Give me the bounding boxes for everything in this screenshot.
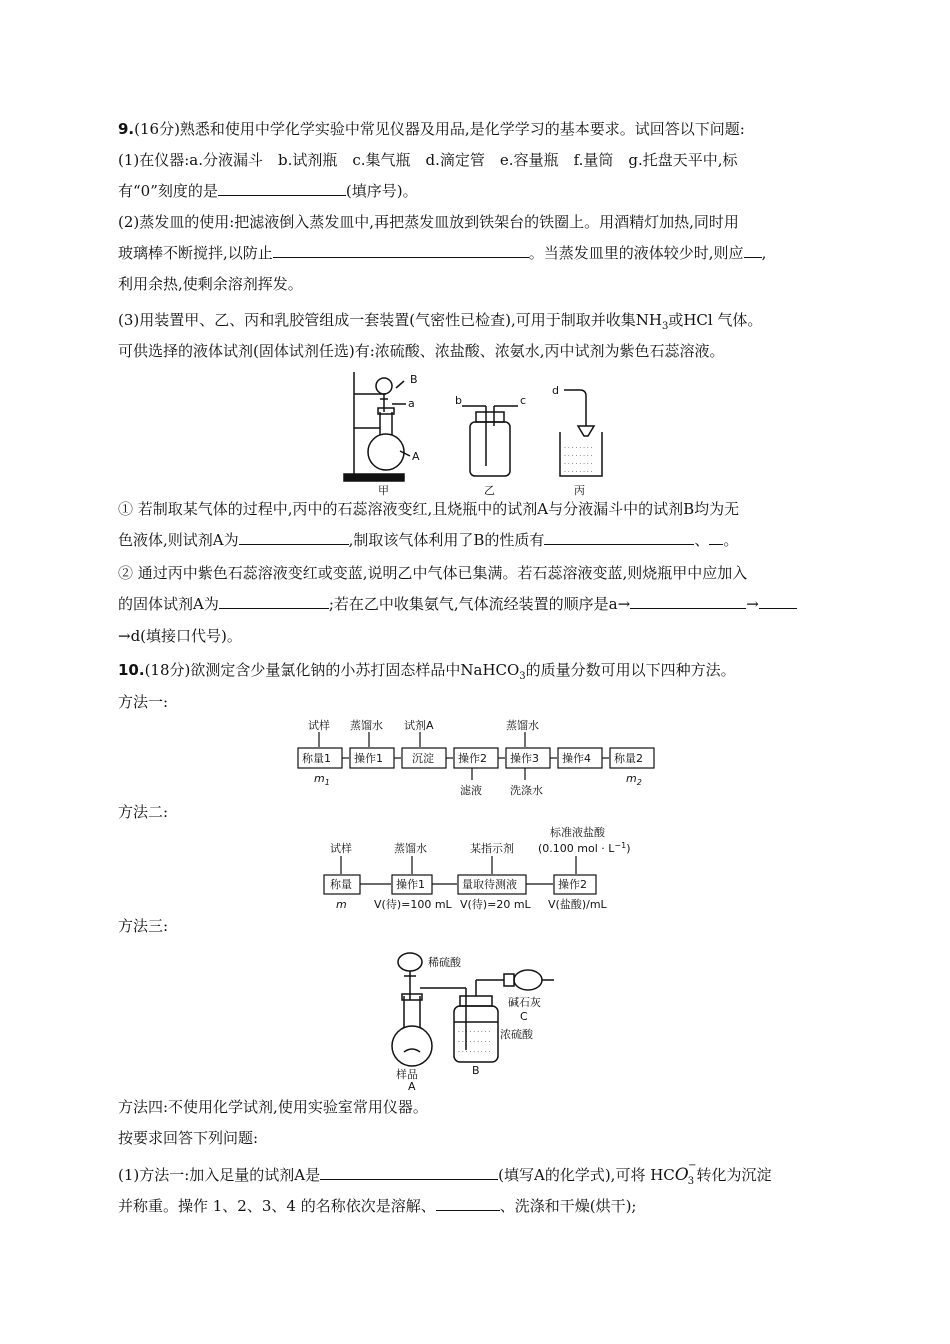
m2-box-2: 操作1	[396, 878, 425, 891]
m1-input-1: 试样	[308, 719, 330, 732]
q9-s2-line2	[118, 594, 797, 614]
m1-box-5: 操作3	[510, 752, 539, 765]
method2-flow-diagram	[318, 822, 658, 914]
q9-stem: (16分)熟悉和使用中学化学实验中常见仪器及用品,是化学学习的基本要求。试回答以下问题:	[134, 120, 745, 138]
q9-p3-line2: 可供选择的液体试剂(固体试剂任选)有:浓硫酸、浓盐酸、浓氨水,丙中试剂为紫色石蕊溶液。	[118, 342, 725, 360]
q9-s2-line1: ② 通过丙中紫色石蕊溶液变红或变蓝,说明乙中气体已集满。若石蕊溶液变蓝,则烧瓶甲中应加入	[118, 564, 748, 582]
m1-output-2: 洗涤水	[510, 784, 543, 797]
q9-p3-text: (3)用装置甲、乙、丙和乳胶管组成一套装置(气密性已检查),可用于制取并收集NH	[118, 311, 662, 329]
q10-stem-line	[118, 660, 736, 687]
q9-p1-line1: (1)在仪器:a.分液漏斗 b.试剂瓶 c.集气瓶 d.滴定管 e.容量瓶 f.量筒 g.托盘天平中,标	[118, 151, 738, 169]
bicarbonate-ion: O	[674, 1165, 689, 1185]
q9-p2-comma: ,	[761, 244, 767, 262]
label-dilute-acid: 稀硫酸	[428, 956, 461, 969]
m1-input-2: 蒸馏水	[350, 719, 383, 732]
q10-number: 10.	[118, 661, 145, 679]
q10-requirement: 按要求回答下列问题:	[118, 1129, 259, 1147]
method4-label: 方法四:不使用化学试剂,使用实验室常用仪器。	[118, 1098, 428, 1116]
m1-box-7: 称量2	[614, 752, 643, 765]
answer-blank-3[interactable]	[744, 243, 762, 258]
q10-a1-text2: (填写A的化学式),可将 HC	[498, 1166, 675, 1184]
label-B: B	[410, 373, 418, 386]
label-bottle-B: B	[472, 1064, 480, 1077]
svg-text:· · · · · · · · ·: · · · · · · · · ·	[458, 1039, 491, 1046]
m1-mass-1: $m_1$	[314, 772, 330, 787]
label-soda-lime: 碱石灰	[508, 996, 541, 1009]
m1-mass-2: $m_2$	[626, 772, 642, 787]
q9-p1-line2	[118, 181, 418, 201]
q9-s1-line1: ① 若制取某气体的过程中,丙中的石蕊溶液变红,且烧瓶中的试剂A与分液漏斗中的试剂B均为无	[118, 500, 740, 518]
q9-p2-line3: 利用余热,使剩余溶剂挥发。	[118, 275, 303, 293]
q9-p1-text: 有“0”刻度的是	[118, 182, 218, 200]
q10-stem: (18分)欲测定含少量氯化钠的小苏打固态样品中NaHCO	[144, 661, 520, 679]
method1-flow-diagram	[292, 716, 682, 798]
label-bing: 丙	[574, 484, 585, 496]
m2-below-2: V(待)=100 mL	[374, 898, 452, 911]
m1-box-6: 操作4	[562, 752, 591, 765]
q9-s1-text: 色液体,则试剂A为	[118, 531, 239, 549]
label-flask-A: A	[408, 1080, 416, 1090]
q9-stem-line	[118, 119, 745, 139]
answer-blank-7[interactable]	[219, 594, 329, 609]
method2-label: 方法二:	[118, 803, 169, 821]
method3-apparatus-figure	[380, 940, 580, 1090]
q10-stem2: 的质量分数可用以下四种方法。	[525, 661, 736, 679]
ion-sup: −	[688, 1160, 697, 1171]
q9-p2-line1: (2)蒸发皿的使用:把滤液倒入蒸发皿中,再把蒸发皿放到铁架台的铁圈上。用酒精灯加热,同时用	[118, 213, 739, 231]
q9-p3-line1	[118, 310, 762, 337]
label-jia: 甲	[378, 484, 389, 496]
answer-blank-1[interactable]	[218, 181, 346, 196]
m1-box-4: 操作2	[458, 752, 487, 765]
q9-s2-text: 的固体试剂A为	[118, 595, 219, 613]
q9-number: 9.	[118, 120, 135, 138]
label-yi: 乙	[484, 484, 495, 496]
answer-blank-8[interactable]	[630, 594, 746, 609]
m2-input-4: 标准液盐酸	[550, 826, 605, 839]
q10-a1-line1	[118, 1162, 772, 1192]
m2-box-4: 操作2	[558, 878, 587, 891]
q9-s1-sep: 、	[694, 531, 710, 549]
m2-input-2: 蒸馏水	[394, 842, 427, 855]
q9-p2-text: 玻璃棒不断搅拌,以防止	[118, 244, 273, 262]
method3-label: 方法三:	[118, 917, 169, 935]
m2-below-4: V(盐酸)/mL	[548, 898, 607, 911]
m1-box-1: 称量1	[302, 752, 331, 765]
label-c: c	[520, 394, 527, 407]
m2-box-3: 量取待测液	[462, 878, 517, 891]
q9-s1-end: 。	[723, 531, 739, 549]
m2-box-1: 称量	[330, 878, 352, 891]
apparatus-jia-yi-bing-figure	[340, 366, 620, 496]
m1-output-1: 滤液	[460, 784, 482, 797]
q10-stem-sub: 3	[519, 671, 526, 682]
m1-box-3: 沉淀	[412, 752, 434, 765]
ion-sub: 3	[687, 1176, 695, 1187]
answer-blank-9[interactable]	[759, 594, 797, 609]
svg-text:· · · · · · · ·: · · · · · · · ·	[564, 469, 593, 476]
q9-p3-sub: 3	[661, 321, 669, 332]
q10-a1-text3: 转化为沉淀	[696, 1166, 772, 1184]
label-a: a	[408, 397, 415, 410]
label-C: C	[520, 1010, 528, 1023]
answer-blank-6[interactable]	[709, 530, 723, 545]
answer-blank-4[interactable]	[239, 530, 349, 545]
answer-blank-2[interactable]	[273, 243, 529, 258]
label-d: d	[552, 384, 559, 397]
q9-p2-line2	[118, 243, 766, 263]
m2-below-1: m	[336, 898, 347, 911]
q9-s1-text2: ,制取该气体利用了B的性质有	[348, 531, 545, 549]
q9-s1-line2	[118, 530, 738, 550]
label-conc-acid: 浓硫酸	[500, 1028, 533, 1041]
m1-input-4: 蒸馏水	[506, 719, 539, 732]
q9-p3-text2: 或HCl 气体。	[668, 311, 763, 329]
svg-text:· · · · · · · ·: · · · · · · · ·	[564, 445, 593, 452]
svg-text:· · · · · · · · ·: · · · · · · · · ·	[458, 1029, 491, 1036]
q9-p1-hint: (填序号)。	[345, 182, 418, 200]
q9-s2-arrow: →	[746, 595, 759, 613]
m1-input-3: 试剂A	[404, 719, 434, 732]
q9-s2-line3: →d(填接口代号)。	[118, 627, 242, 645]
label-sample: 样品	[396, 1068, 418, 1081]
m2-input-3: 某指示剂	[470, 842, 514, 855]
q10-a1-text4: 并称重。操作 1、2、3、4 的名称依次是溶解、	[118, 1197, 436, 1215]
answer-blank-10[interactable]	[320, 1165, 498, 1180]
q10-a1-line2	[118, 1196, 636, 1216]
svg-text:· · · · · · · ·: · · · · · · · ·	[564, 461, 593, 468]
m2-input-1: 试样	[330, 842, 352, 855]
m1-box-2: 操作1	[354, 752, 383, 765]
answer-blank-5[interactable]	[544, 530, 694, 545]
bottle-liquid-dots	[458, 1029, 491, 1056]
answer-blank-11[interactable]	[436, 1196, 500, 1211]
q10-a1-text5: 、洗涤和干燥(烘干);	[499, 1197, 637, 1215]
svg-text:· · · · · · · ·: · · · · · · · ·	[564, 453, 593, 460]
m2-below-3: V(待)=20 mL	[460, 898, 531, 911]
svg-text:· · · · · · · · ·: · · · · · · · · ·	[458, 1049, 491, 1056]
label-A: A	[412, 450, 420, 463]
method1-label: 方法一:	[118, 693, 169, 711]
q9-p2-text2: 。当蒸发皿里的液体较少时,则应	[528, 244, 744, 262]
q10-a1-text: (1)方法一:加入足量的试剂A是	[118, 1166, 321, 1184]
label-b: b	[455, 394, 462, 407]
m2-concentration: (0.100 mol · $L^{-1}$)	[538, 841, 631, 855]
beaker-solution-dots	[564, 445, 593, 476]
q9-s2-text2: ;若在乙中收集氨气,气体流经装置的顺序是a→	[328, 595, 631, 613]
